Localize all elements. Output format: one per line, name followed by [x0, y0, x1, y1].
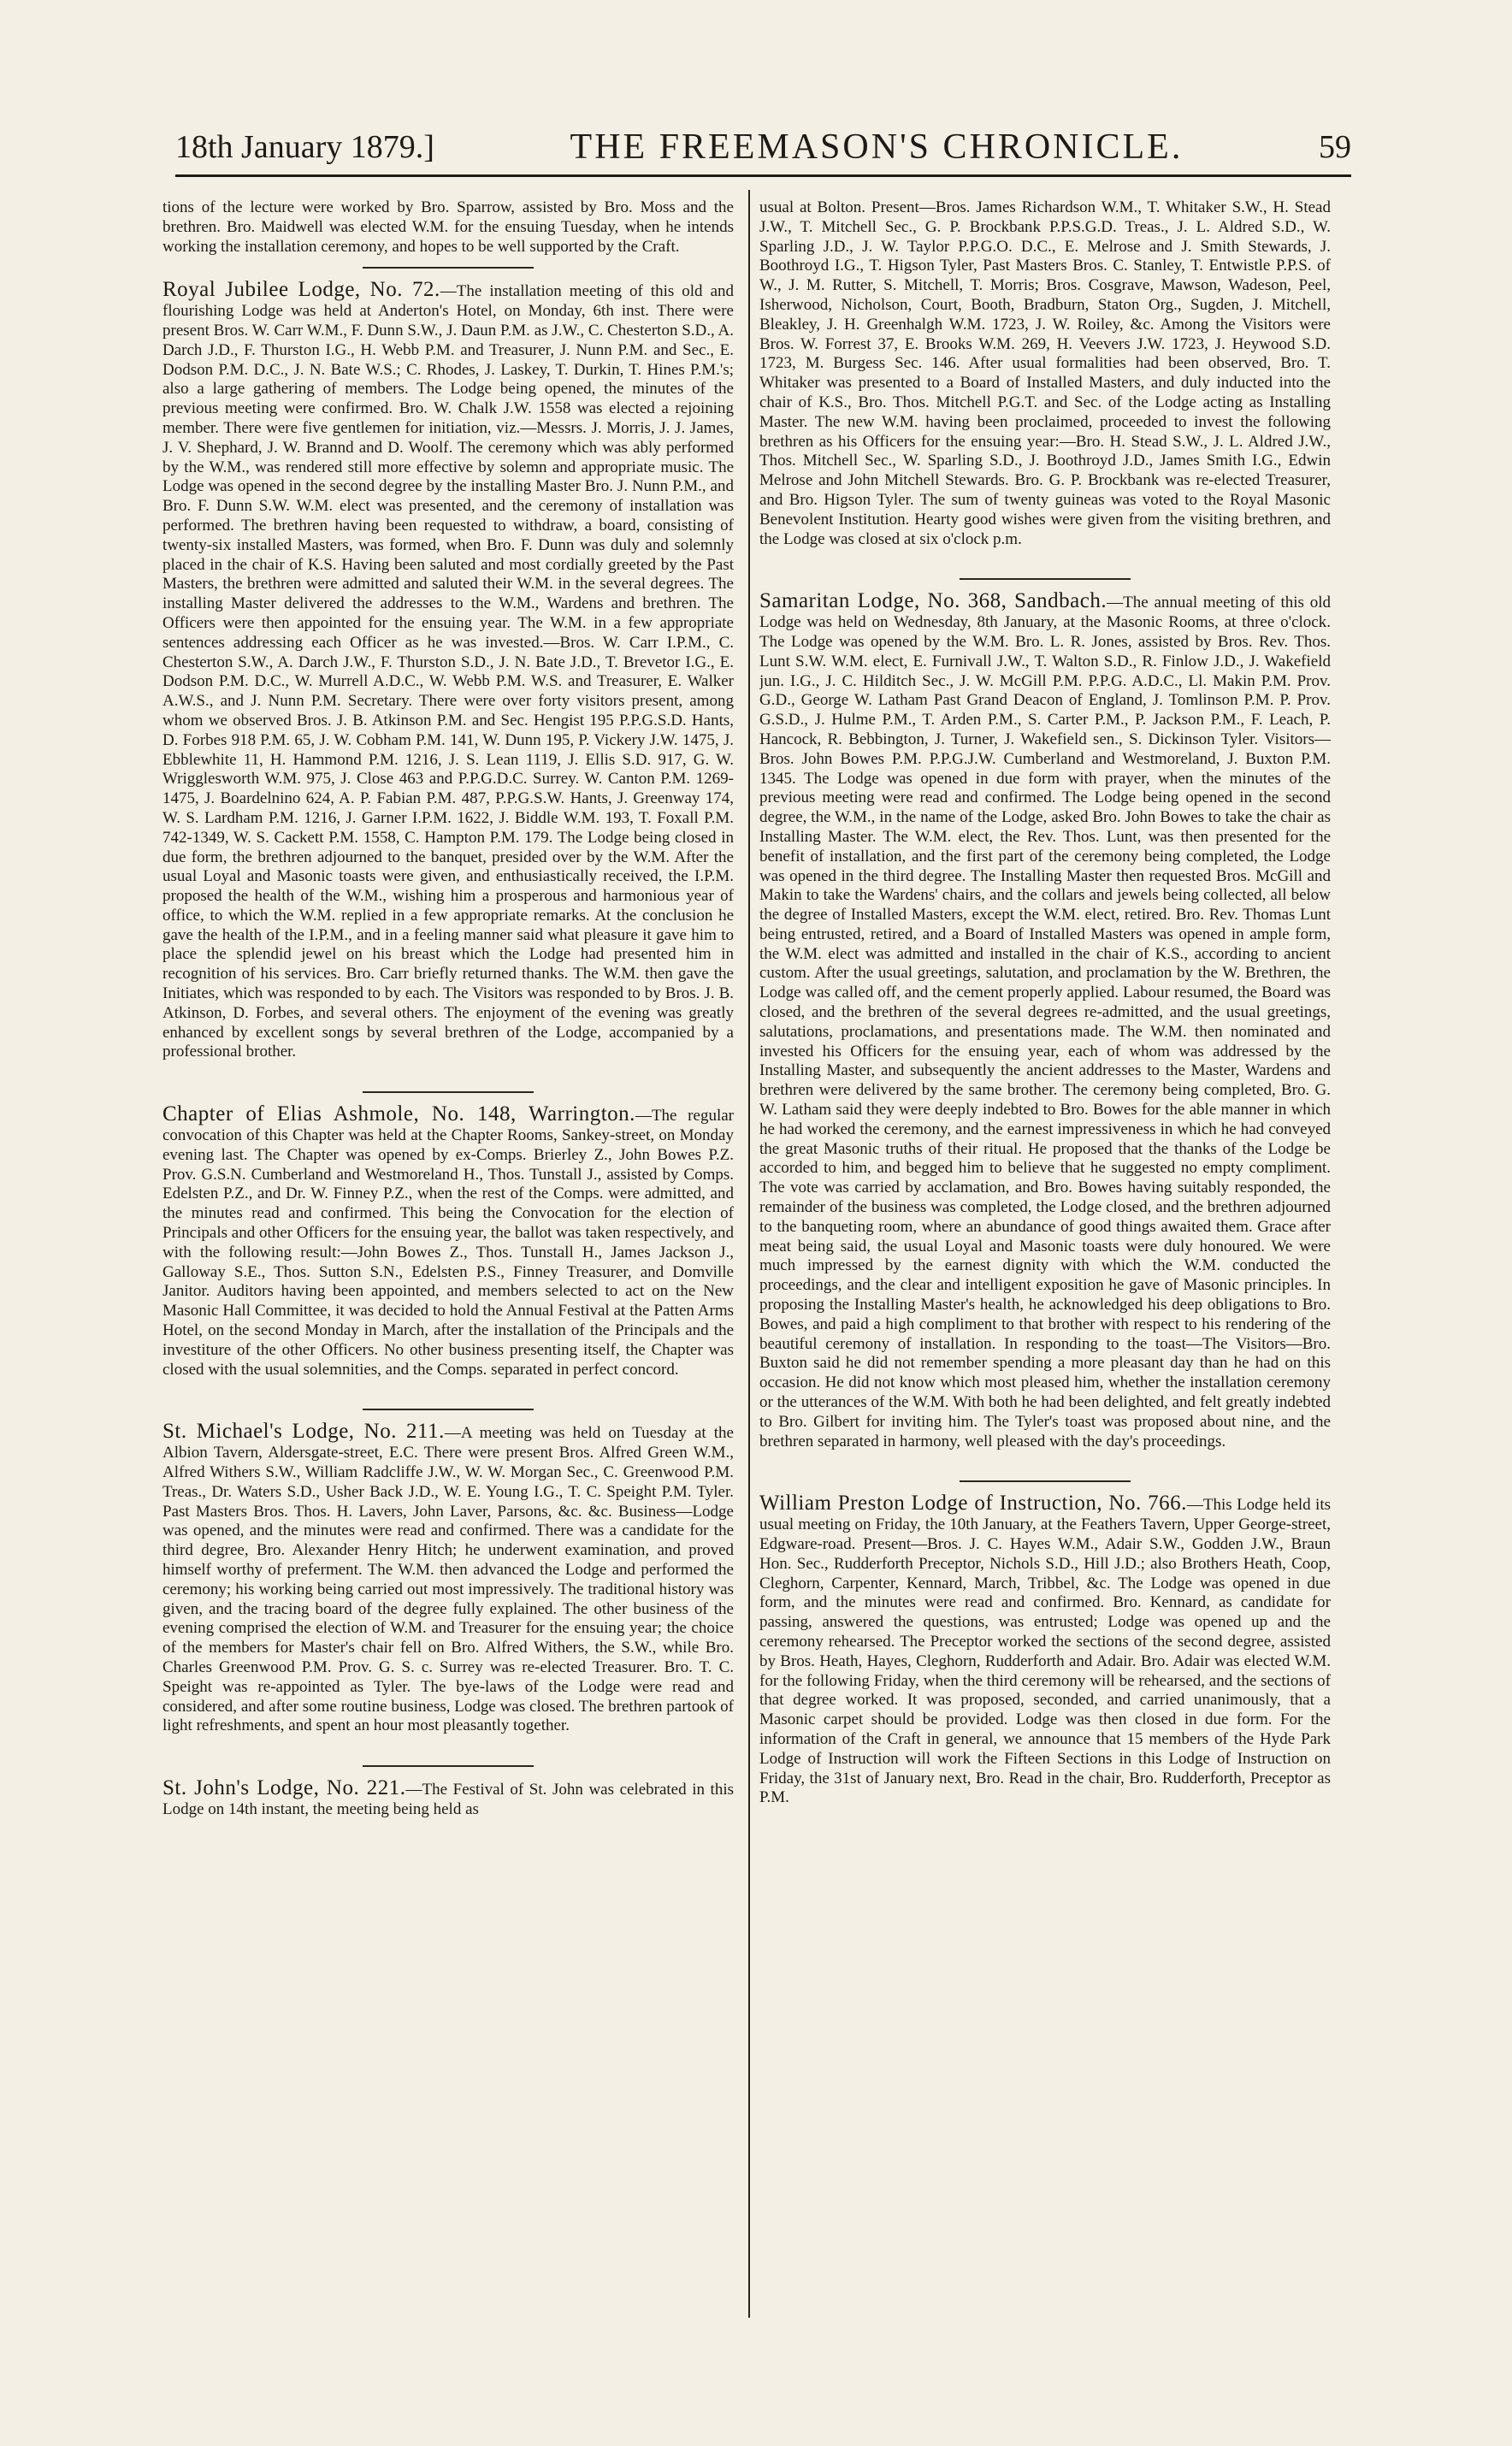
- article-separator: [363, 267, 534, 269]
- column-rule: [748, 190, 750, 2318]
- article-william-preston: [759, 1494, 1331, 1808]
- article-separator: [363, 1409, 534, 1410]
- article-separator: [363, 1091, 534, 1093]
- article-heading: Chapter of Elias Ashmole, No. 148, Warrington.: [162, 1102, 635, 1126]
- article-heading: Samaritan Lodge, No. 368, Sandbach.: [759, 589, 1107, 613]
- article-separator: [960, 1480, 1131, 1482]
- continued-article-text: tions of the lecture were worked by Bro. Sparrow, assisted by Bro. Moss and the brethren. Bro. Maidwell was elected W.M. for the ensuing Tuesday, when he intends working the installation ceremony, and hopes to be well supported by the Craft.: [162, 198, 734, 256]
- article-body: —The regular convocation of this Chapter was held at the Chapter Rooms, Sankey-street, on Monday evening last. The Chapter was opened by ex-Comps. Brierley Z., John Bowes P.Z. Prov. G.S.N. Cumberland and Westmoreland H., Thos. Tunstall J., assisted by Comps. Edelsten P.Z., and Dr. W. Finney P.Z., when the rest of the Comps. were admitted, and the minutes read and confirmed. This being the Convocation for the election of Principals and other Officers for the ensuing year, the ballot was taken respectively, and with the following result:—John Bowes Z., Thos. Tunstall H., James Jackson J., Galloway S.E., Thos. Sutton S.N., Edelsten P.S., Finney Treasurer, and Domville Janitor. Auditors having been appointed, and members selected to act on the New Masonic Hall Committee, it was decided to hold the Annual Festival at the Patten Arms Hotel, on the second Monday in March, after the installation of the Principals and the investiture of the other Officers. No other business presenting itself, the Chapter was closed with the usual solemnities, and the Comps. separated in perfect concord.: [162, 1107, 734, 1379]
- article-heading: William Preston Lodge of Instruction, No. 766.: [759, 1492, 1187, 1515]
- masthead: [175, 120, 1351, 177]
- article-separator: [363, 1765, 534, 1767]
- article-heading: Royal Jubilee Lodge, No. 72.: [162, 278, 440, 302]
- article-heading: St. John's Lodge, No. 221.: [162, 1776, 406, 1800]
- article-body: —The installation meeting of this old and flourishing Lodge was held at Anderton's Hotel, on Monday, 6th inst. There were present Bros. W. Carr W.M., F. Dunn S.W., J. Daun P.M. as J.W., C. Chesterton S.D., A. Darch J.D., F. Thurston I.G., H. Webb P.M. and Treasurer, J. Nunn P.M. and Sec., E. Dodson P.M. D.C., J. N. Bate W.S.; C. Rhodes, J. Laskey, T. Durkin, T. Hines P.M.'s; also a large gathering of members. The Lodge being opened, the minutes of the previous meeting were confirmed. Bro. W. Chalk J.W. 1558 was elected a rejoining member. There were five gentlemen for initiation, viz.—Messrs. J. Morris, J. J. James, J. V. Shephard, J. W. Brannd and D. Woolf. The ceremony which was ably performed by the W.M., was rendered still more effective by solemn and appropriate music. The Lodge was opened in the second degree by the installing Master Bro. J. Nunn P.M., and Bro. F. Dunn S.W. W.M. elect was presented, and the ceremony of installation was performed. The brethren having been requested to withdraw, a board, consisting of twenty-six installed Masters, was formed, when Bro. F. Dunn was duly and solemnly placed in the chair of K.S. Having been saluted and most cordially greeted by the Past Masters, the brethren were admitted and saluted their W.M. in the several degrees. The installing Master delivered the addresses to the W.M., Wardens and brethren. The Officers were then appointed for the ensuing year. The W.M. in a few appropriate sentences addressing each Officer as he was invested.—Bros. W. Carr I.P.M., C. Chesterton S.W., A. Darch J.W., F. Thurston S.D., J. N. Bate J.D., T. Brevetor I.G., E. Dodson P.M. D.C., W. Murrell A.D.C., W. Webb P.M. W.S. and Treasurer, E. Walker A.W.S., and J. Nunn P.M. Secretary. There were over forty visitors present, among whom we observed Bros. J. B. Atkinson P.M. and Sec. Hengist 195 P.P.G.S.D. Hants, D. Forbes 918 P.M. 65, J. W. Cobham P.M. 141, W. Dunn 195, P. Vickery J.W. 1475, J. Ebblewhite 11, H. Hammond P.M. 1216, J. S. Lean 1119, J. Ellis S.D. 917, G. W. Wrigglesworth W.M. 975, J. Close 463 and P.P.G.D.C. Surrey. W. Canton P.M. 1269-1475, J. Boardelnino 624, A. P. Fabian P.M. 487, P.P.G.S.W. Hants, J. Greenway 174, W. S. Lardham P.M. 1216, J. Garner I.P.M. 1622, J. Biddle W.M. 193, T. Foxall P.M. 742-1349, W. S. Cackett P.M. 1558, C. Hampton P.M. 179. The Lodge being closed in due form, the brethren adjourned to the banquet, presided over by the W.M. After the usual Loyal and Masonic toasts were given, and enthusiastically received, the I.P.M. proposed the health of the W.M., wishing him a prosperous and harmonious year of office, to which the W.M. replied in a few appropriate remarks. At the conclusion he gave the health of the I.P.M., and in a feeling manner said what pleasure it gave him to place the splendid jewel on his breast which the Lodge had presented him in recognition of his services. Bro. Carr briefly returned thanks. The W.M. then gave the Initiates, which was responded to by each. The Visitors was responded to by Bros. J. B. Atkinson, D. Forbes, and several others. The enjoyment of the evening was greatly enhanced by excellent songs by several brethren of the Lodge, accompanied by a professional brother.: [162, 282, 734, 1061]
- continued-article-text: usual at Bolton. Present—Bros. James Richardson W.M., T. Whitaker S.W., H. Stead J.W., T. Mitchell Sec., G. P. Brockbank P.P.S.G.D. Treas., J. L. Aldred S.D., W. Sparling J.D., J. W. Taylor P.P.G.O. D.C., E. Melrose and J. Smith Stewards, J. Boothroyd I.G., T. Higson Tyler, Past Masters Bros. C. Stanley, T. Entwistle P.P.S. of W., J. M. Rutter, S. Mitchell, T. Morris; Bros. Cosgrave, Mawson, Wadeson, Peel, Isherwood, Nicholson, Court, Booth, Bradburn, Staton Org., Sugden, J. Mitchell, Bleakley, J. H. Greenhalgh W.M. 1723, J. W. Roiley, &c. Among the Visitors were Bros. W. Forrest 37, E. Brooks W.M. 269, H. Veevers J.W. 1723, J. Heywood S.D. 1723, M. Burgess Sec. 146. After usual formalities had been observed, Bro. T. Whitaker was presented to a Board of Installed Masters, and duly inducted into the chair of K.S., Bro. Thos. Mitchell P.G.T. and Sec. of the Lodge acting as Installing Master. The new W.M. having been proclaimed, proceeded to invest the following brethren as his Officers for the ensuing year:—Bro. H. Stead S.W., J. L. Aldred J.W., Thos. Mitchell Sec., W. Sparling S.D., J. Boothroyd J.D., James Smith I.G., Edwin Melrose and John Mitchell Stewards. Bro. G. P. Brockbank was re-elected Treasurer, and Bro. Higson Tyler. The sum of twenty guineas was voted to the Royal Masonic Benevolent Institution. Hearty good wishes were given from the visiting brethren, and the Lodge was closed at six o'clock p.m.: [759, 198, 1331, 548]
- left-column: [162, 198, 734, 2311]
- issue-date: 18th January 1879.]: [175, 129, 434, 165]
- article-st-john: [162, 1776, 734, 1820]
- article-royal-jubilee: [162, 278, 734, 1062]
- article-body: —This Lodge held its usual meeting on Friday, the 10th January, at the Feathers Tavern, Upper George-street, Edgware-road. Present—Bros. J. C. Hayes W.M., Adair S.W., Godden J.W., Braun Hon. Sec., Rudderforth Preceptor, Nichols S.D., Hill J.D.; also Brothers Heath, Coop, Cleghorn, Carpenter, Kennard, March, Tribbel, &c. The Lodge was opened in due form, and the minutes were read and confirmed. Bro. Kennard, as candidate for passing, answered the questions, was entrusted; Lodge was opened up and the ceremony rehearsed. The Preceptor worked the sections of the second degree, assisted by Bros. Heath, Hayes, Cleghorn, Rudderforth and Adair. Bro. Adair was elected W.M. for the following Friday, when the third ceremony will be rehearsed, and the sections of that degree worked. It was proposed, seconded, and carried unanimously, that a Masonic carpet should be provided. Lodge was then closed in due form. For the information of the Craft in general, we announce that 15 members of the Hyde Park Lodge of Instruction will work the Fifteen Sections in this Lodge of Instruction on Friday, the 31st of January next, Bro. Read in the chair, Bro. Rudderforth, Preceptor as P.M.: [759, 1496, 1331, 1807]
- article-body: —A meeting was held on Tuesday at the Albion Tavern, Aldersgate-street, E.C. There were present Bros. Alfred Green W.M., Alfred Withers S.W., William Radcliffe J.W., W. W. Morgan Sec., C. Greenwood P.M. Treas., Dr. Waters S.D., Usher Back J.D., W. E. Young I.G., T. C. Speight P.M. Tyler. Past Masters Bros. Thos. H. Lavers, John Laver, Parsons, &c. &c. Business—Lodge was opened, and the minutes were read and confirmed. There was a candidate for the third degree, Bro. Alexander Henry Hitch; he underwent examination, and proved himself worthy of preferment. The W.M. then advanced the Lodge and performed the ceremony; his working being carried out most impressively. The traditional history was given, and the tracing board of the degree fully explained. The other business of the evening comprised the election of W.M. and Treasurer for the ensuing year; the choice of the members for Master's chair fell on Bro. Alfred Withers, the S.W., while Bro. Charles Greenwood P.M. Prov. G. S. c. Surrey was re-elected Treasurer. Bro. T. C. Speight was re-appointed as Tyler. The bye-laws of the Lodge were read and considered, and after some routine business, Lodge was closed. The brethren partook of light refreshments, and spent an hour most pleasantly together.: [162, 1424, 734, 1735]
- page-number: 59: [1318, 129, 1351, 165]
- publication-title: THE FREEMASON'S CHRONICLE.: [570, 127, 1184, 167]
- right-column: [759, 198, 1331, 2311]
- article-separator: [960, 578, 1131, 580]
- article-body: —The Festival of St. John was celebrated in this Lodge on 14th instant, the meeting being held as: [162, 1781, 734, 1818]
- article-st-michael: [162, 1422, 734, 1736]
- article-elias-ashmole: [162, 1102, 734, 1380]
- article-body: —The annual meeting of this old Lodge was held on Wednesday, 8th January, at the Masonic Rooms, at three o'clock. The Lodge was opened by the W.M. Bro. L. R. Jones, assisted by Bros. Rev. Thos. Lunt S.W. W.M. elect, E. Furnivall J.W., T. Walton S.D., R. Finlow J.D., J. Wakefield jun. I.G., J. C. Hilditch Sec., J. W. McGill P.M. P.P.G. A.D.C., Ll. Makin P.M. Prov. G.D., George W. Latham Past Grand Deacon of England, J. Tomlinson P.M. P. Prov. G.S.D., J. Hulme P.M., T. Arden P.M., S. Carter P.M., P. Jackson P.M., F. Leach, P. Hancock, R. Bebbington, J. Turner, J. Wakefield sen., S. Dickinson Tyler. Visitors—Bros. John Bowes P.M. P.P.G.J.W. Cumberland and Westmoreland, J. Buxton P.M. 1345. The Lodge was opened in due form with prayer, when the minutes of the previous meeting were read and confirmed. The Lodge being opened in the second degree, the W.M., in the name of the Lodge, asked Bro. John Bowes to take the chair as Installing Master. The W.M. elect, the Rev. Thos. Lunt, was then presented for the benefit of installation, and the first part of the ceremony being completed, the Lodge was opened in the third degree. The Installing Master then requested Bros. McGill and Makin to take the Wardens' chairs, and the collars and jewels being collected, all below the degree of Installed Masters, except the W.M. elect, retired. Bro. Rev. Thomas Lunt being entrusted, retired, and a Board of Installed Masters was opened in ample form, the W.M. elect was admitted and installed in the chair of K.S., according to ancient custom. After the usual greetings, salutation, and proclamation by the W. Brethren, the Lodge was called off, and the cement properly applied. Labour resumed, the Board was closed, and the brethren of the several degrees re-admitted, and the usual greetings, salutations, proclamations, and presentations made. The W.M. then nominated and invested his Officers for the ensuing year, each of whom was addressed by the Installing Master, and subsequently the ancient addresses to the Master, Wardens and brethren were delivered by the same brother. The ceremony being completed, Bro. G. W. Latham said they were deeply indebted to Bro. Bowes for the able manner in which he had worked the ceremony, and the earnest impressiveness in which he had conveyed the great Masonic truths of their ritual. He proposed that the thanks of the Lodge be accorded to him, and begged him to believe that he suggested no empty compliment. The vote was carried by acclamation, and Bro. Bowes having suitably responded, the remainder of the business was completed, the Lodge closed, and the brethren adjourned to the banqueting room, where an abundance of good things awaited them. Grace after meat being said, the usual Loyal and Masonic toasts were duly honoured. We were much impressed by the earnest dignity with which the W.M. conducted the proceedings, and the clear and intelligent exposition he gave of Masonic principles. In proposing the Installing Master's health, he acknowledged his deep obligations to Bro. Bowes, and paid a high compliment to that brother with respect to his rendering of the beautiful ceremony of installation. In responding to the toast—The Visitors—Bro. Buxton said he did not remember spending a more pleasant day than he had on this occasion. He did not know which most pleased him, whether the installation ceremony or the utterances of the W.M. With both he had been delighted, and felt greatly indebted to Bro. Gilbert for inviting him. The Tyler's toast was proposed about nine, and the brethren separated in harmony, well pleased with the day's proceedings.: [759, 594, 1331, 1450]
- article-samaritan: [759, 589, 1331, 1451]
- article-heading: St. Michael's Lodge, No. 211.: [162, 1420, 445, 1444]
